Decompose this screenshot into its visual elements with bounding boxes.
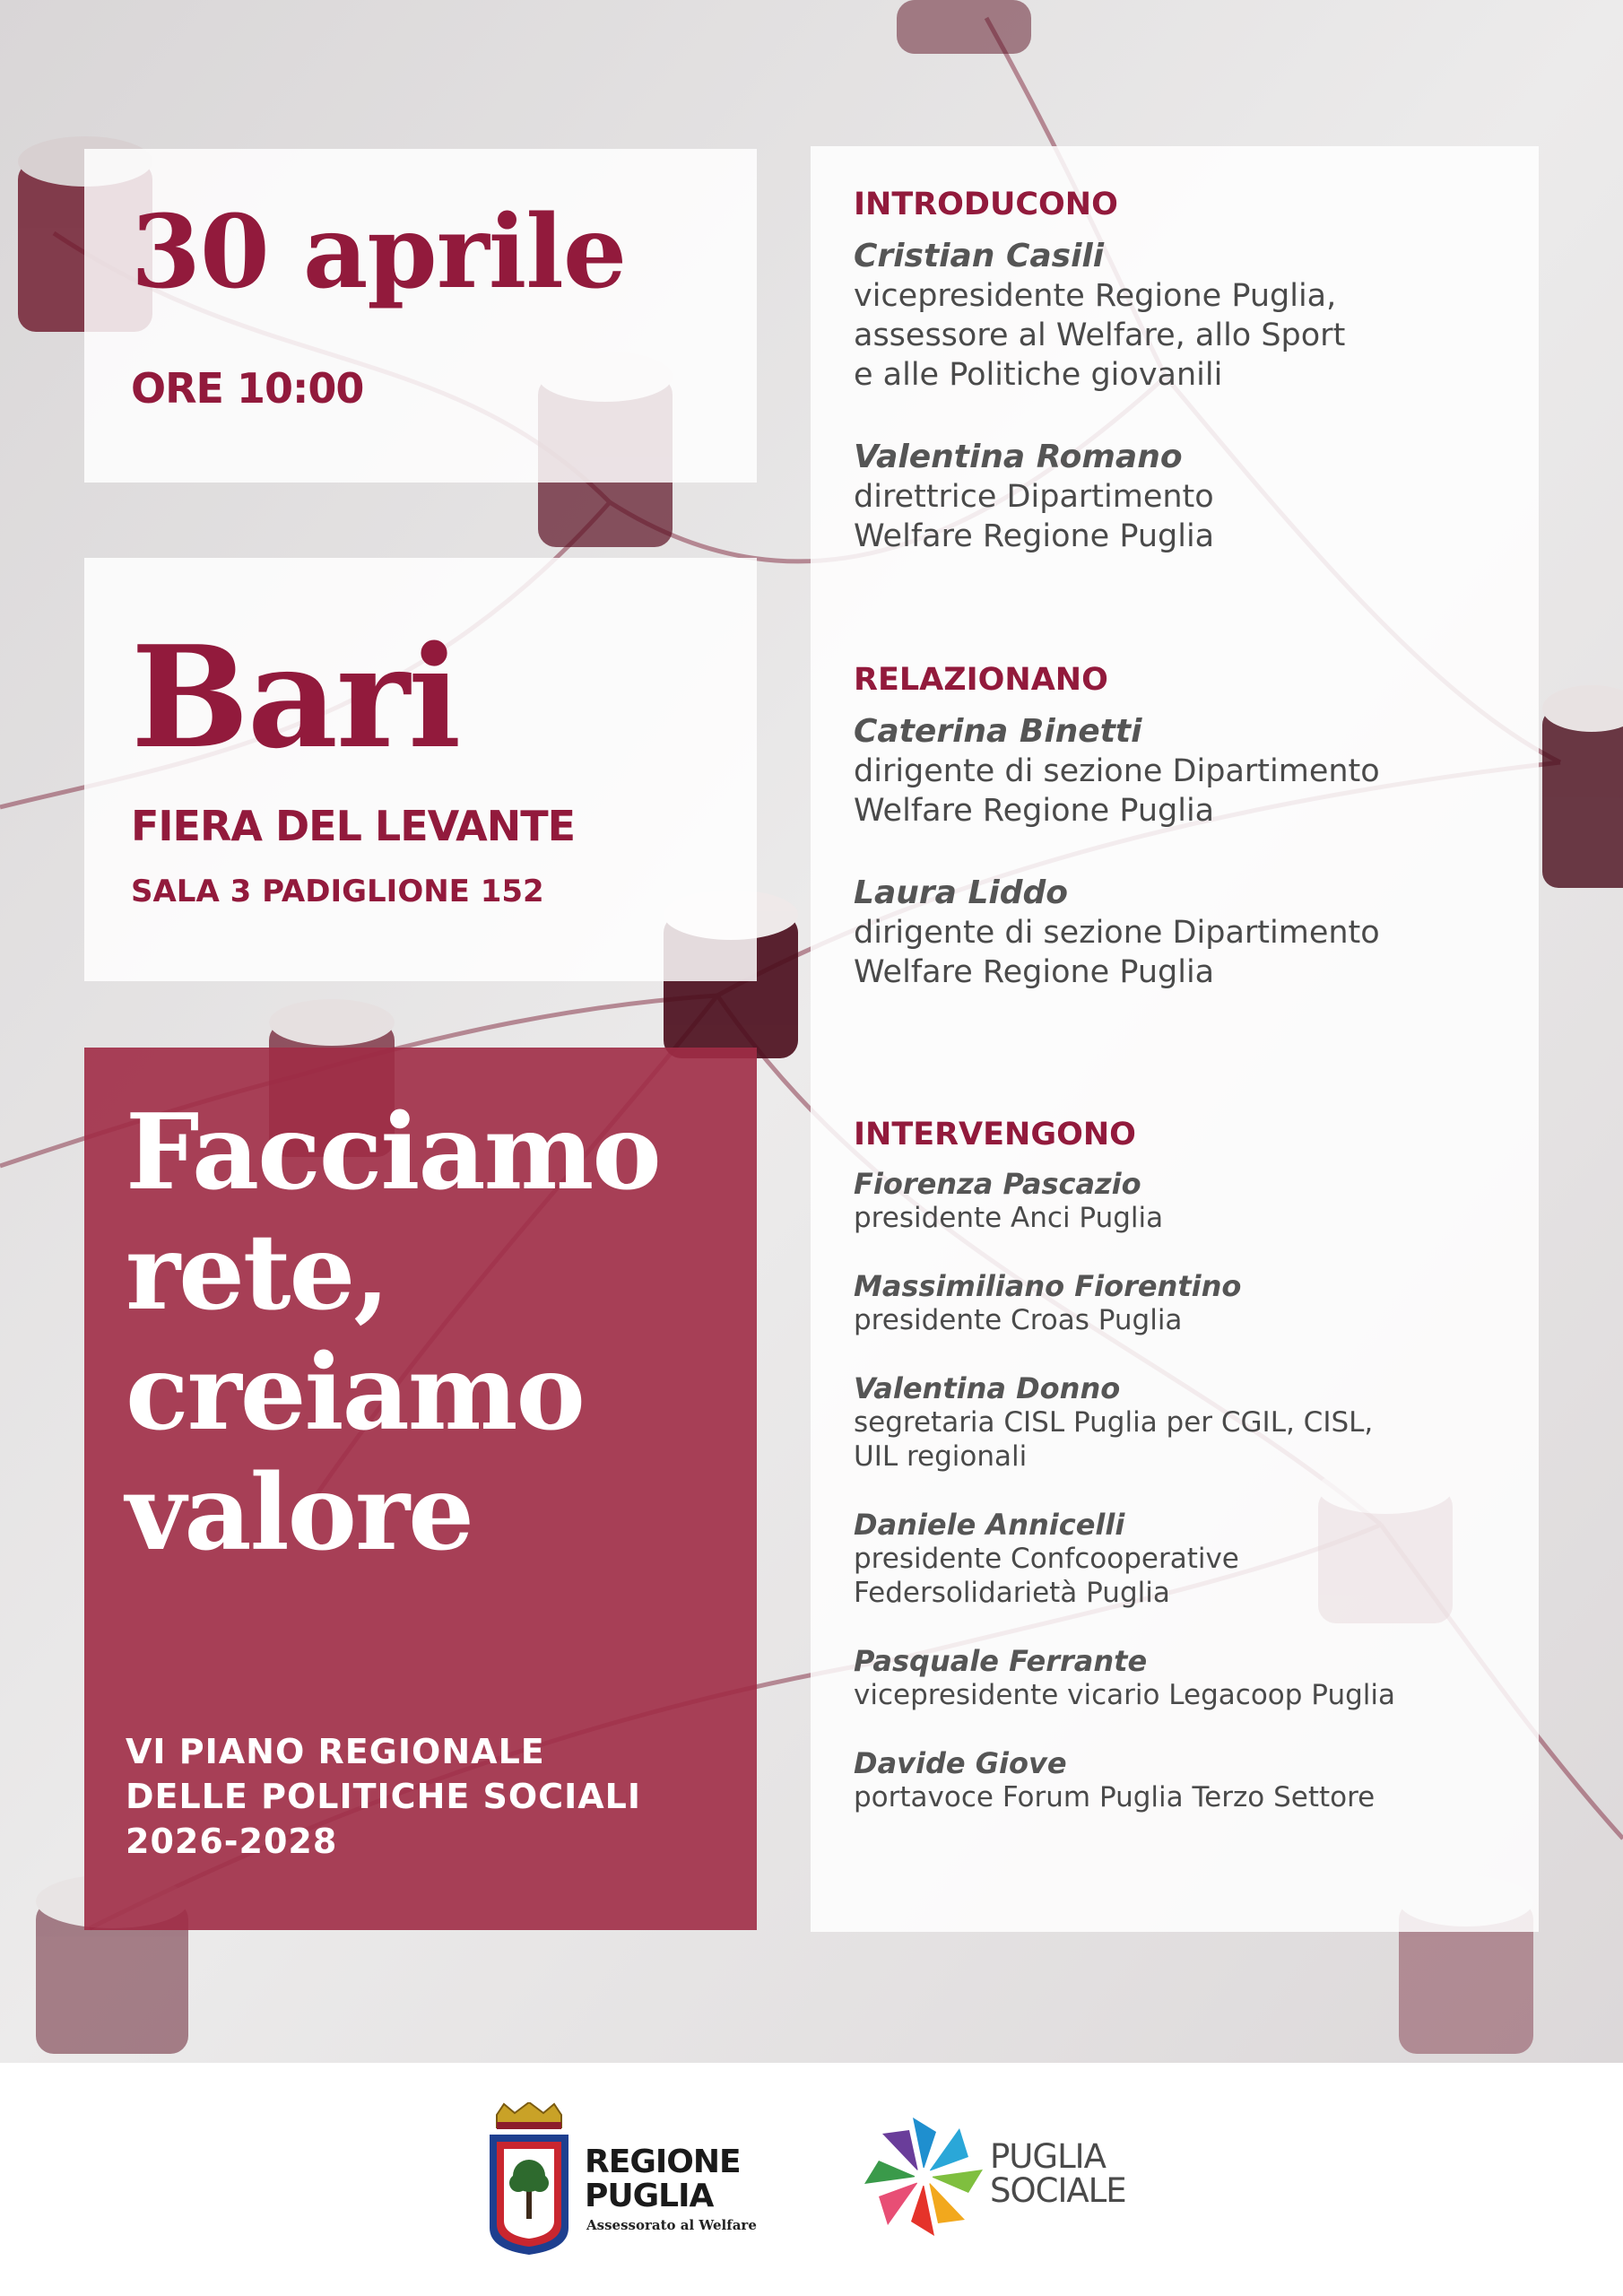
section-heading: INTERVENGONO [854,1117,1136,1152]
speaker-role: presidente Anci Puglia [854,1202,1164,1234]
event-city: Bari [131,615,460,779]
speaker [854,1644,1535,1712]
section-introducono [854,187,1535,599]
subtitle-line: 2026-2028 [126,1822,338,1861]
speaker [854,874,1535,992]
speaker-name: Daniele Annicelli [854,1508,1125,1542]
puglia-sociale-line1: PUGLIA [990,2137,1106,2176]
puglia-sociale-line2: SOCIALE [990,2171,1126,2210]
puglia-sociale-logo [861,2109,1148,2244]
title-line: rete, [126,1212,388,1334]
speaker [854,438,1535,556]
speaker [854,1371,1535,1474]
speaker-role: presidente Croas Puglia [854,1304,1183,1336]
speaker-role: portavoce Forum Puglia Terzo Settore [854,1781,1376,1813]
speaker-name: Valentina Donno [854,1371,1121,1405]
speaker-role: direttrice Dipartimento Welfare Regione Puglia [854,479,1215,554]
speaker-name: Caterina Binetti [854,713,1142,750]
subtitle-line: VI PIANO REGIONALE [126,1732,545,1771]
section-intervengono [854,1117,1535,1848]
puglia-sociale-star-icon [861,2109,986,2244]
speaker [854,1508,1535,1610]
speaker-name: Cristian Casili [854,238,1105,274]
speaker-role: presidente Confcooperative Federsolidarietà Puglia [854,1543,1239,1609]
title-line: Facciamo [126,1091,660,1213]
section-relazionano [854,662,1535,1035]
title-line: valore [126,1452,473,1574]
event-title [126,1092,744,1573]
speaker-name: Valentina Romano [854,439,1183,475]
regione-name [585,2145,741,2213]
speaker-role: segretaria CISL Puglia per CGIL, CISL, UIL regionali [854,1406,1374,1473]
speaker [854,1269,1535,1337]
speaker [854,712,1535,831]
puglia-sociale-name [990,2137,1126,2210]
title-box [84,1048,757,1930]
speaker-name: Davide Giove [854,1746,1067,1780]
speaker-name: Pasquale Ferrante [854,1644,1148,1678]
speaker-name: Fiorenza Pascazio [854,1167,1141,1201]
event-room: SALA 3 PADIGLIONE 152 [131,874,544,909]
speaker-name: Laura Liddo [854,874,1068,911]
speaker [854,1746,1535,1814]
speaker [854,1167,1535,1235]
event-venue: FIERA DEL LEVANTE [131,802,576,850]
section-heading: RELAZIONANO [854,662,1108,698]
event-date: 30 aprile [131,194,627,311]
regione-puglia-logo [484,2102,789,2255]
regione-subtitle: Assessorato al Welfare [586,2217,757,2233]
footer [0,2063,1623,2296]
speaker-role: vicepresidente vicario Legacoop Puglia [854,1679,1395,1711]
subtitle-line: DELLE POLITICHE SOCIALI [126,1777,642,1816]
event-time: ORE 10:00 [131,364,364,413]
date-box [84,149,757,483]
speaker-name: Massimiliano Fiorentino [854,1269,1242,1303]
program-box [811,146,1539,1932]
regione-line1: REGIONE [585,2144,741,2180]
title-line: creiamo [126,1332,584,1454]
regione-line2: PUGLIA [585,2178,714,2214]
speaker [854,237,1535,395]
event-subtitle [126,1729,744,1864]
speaker-role: dirigente di sezione Dipartimento Welfare Regione Puglia [854,915,1380,990]
speaker-role: dirigente di sezione Dipartimento Welfare Regione Puglia [854,753,1380,829]
speaker-role: vicepresidente Regione Puglia, assessore al Welfare, allo Sport e alle Politiche giovanili [854,278,1346,393]
regione-crest-icon [484,2102,574,2255]
venue-box [84,558,757,981]
section-heading: INTRODUCONO [854,187,1118,222]
